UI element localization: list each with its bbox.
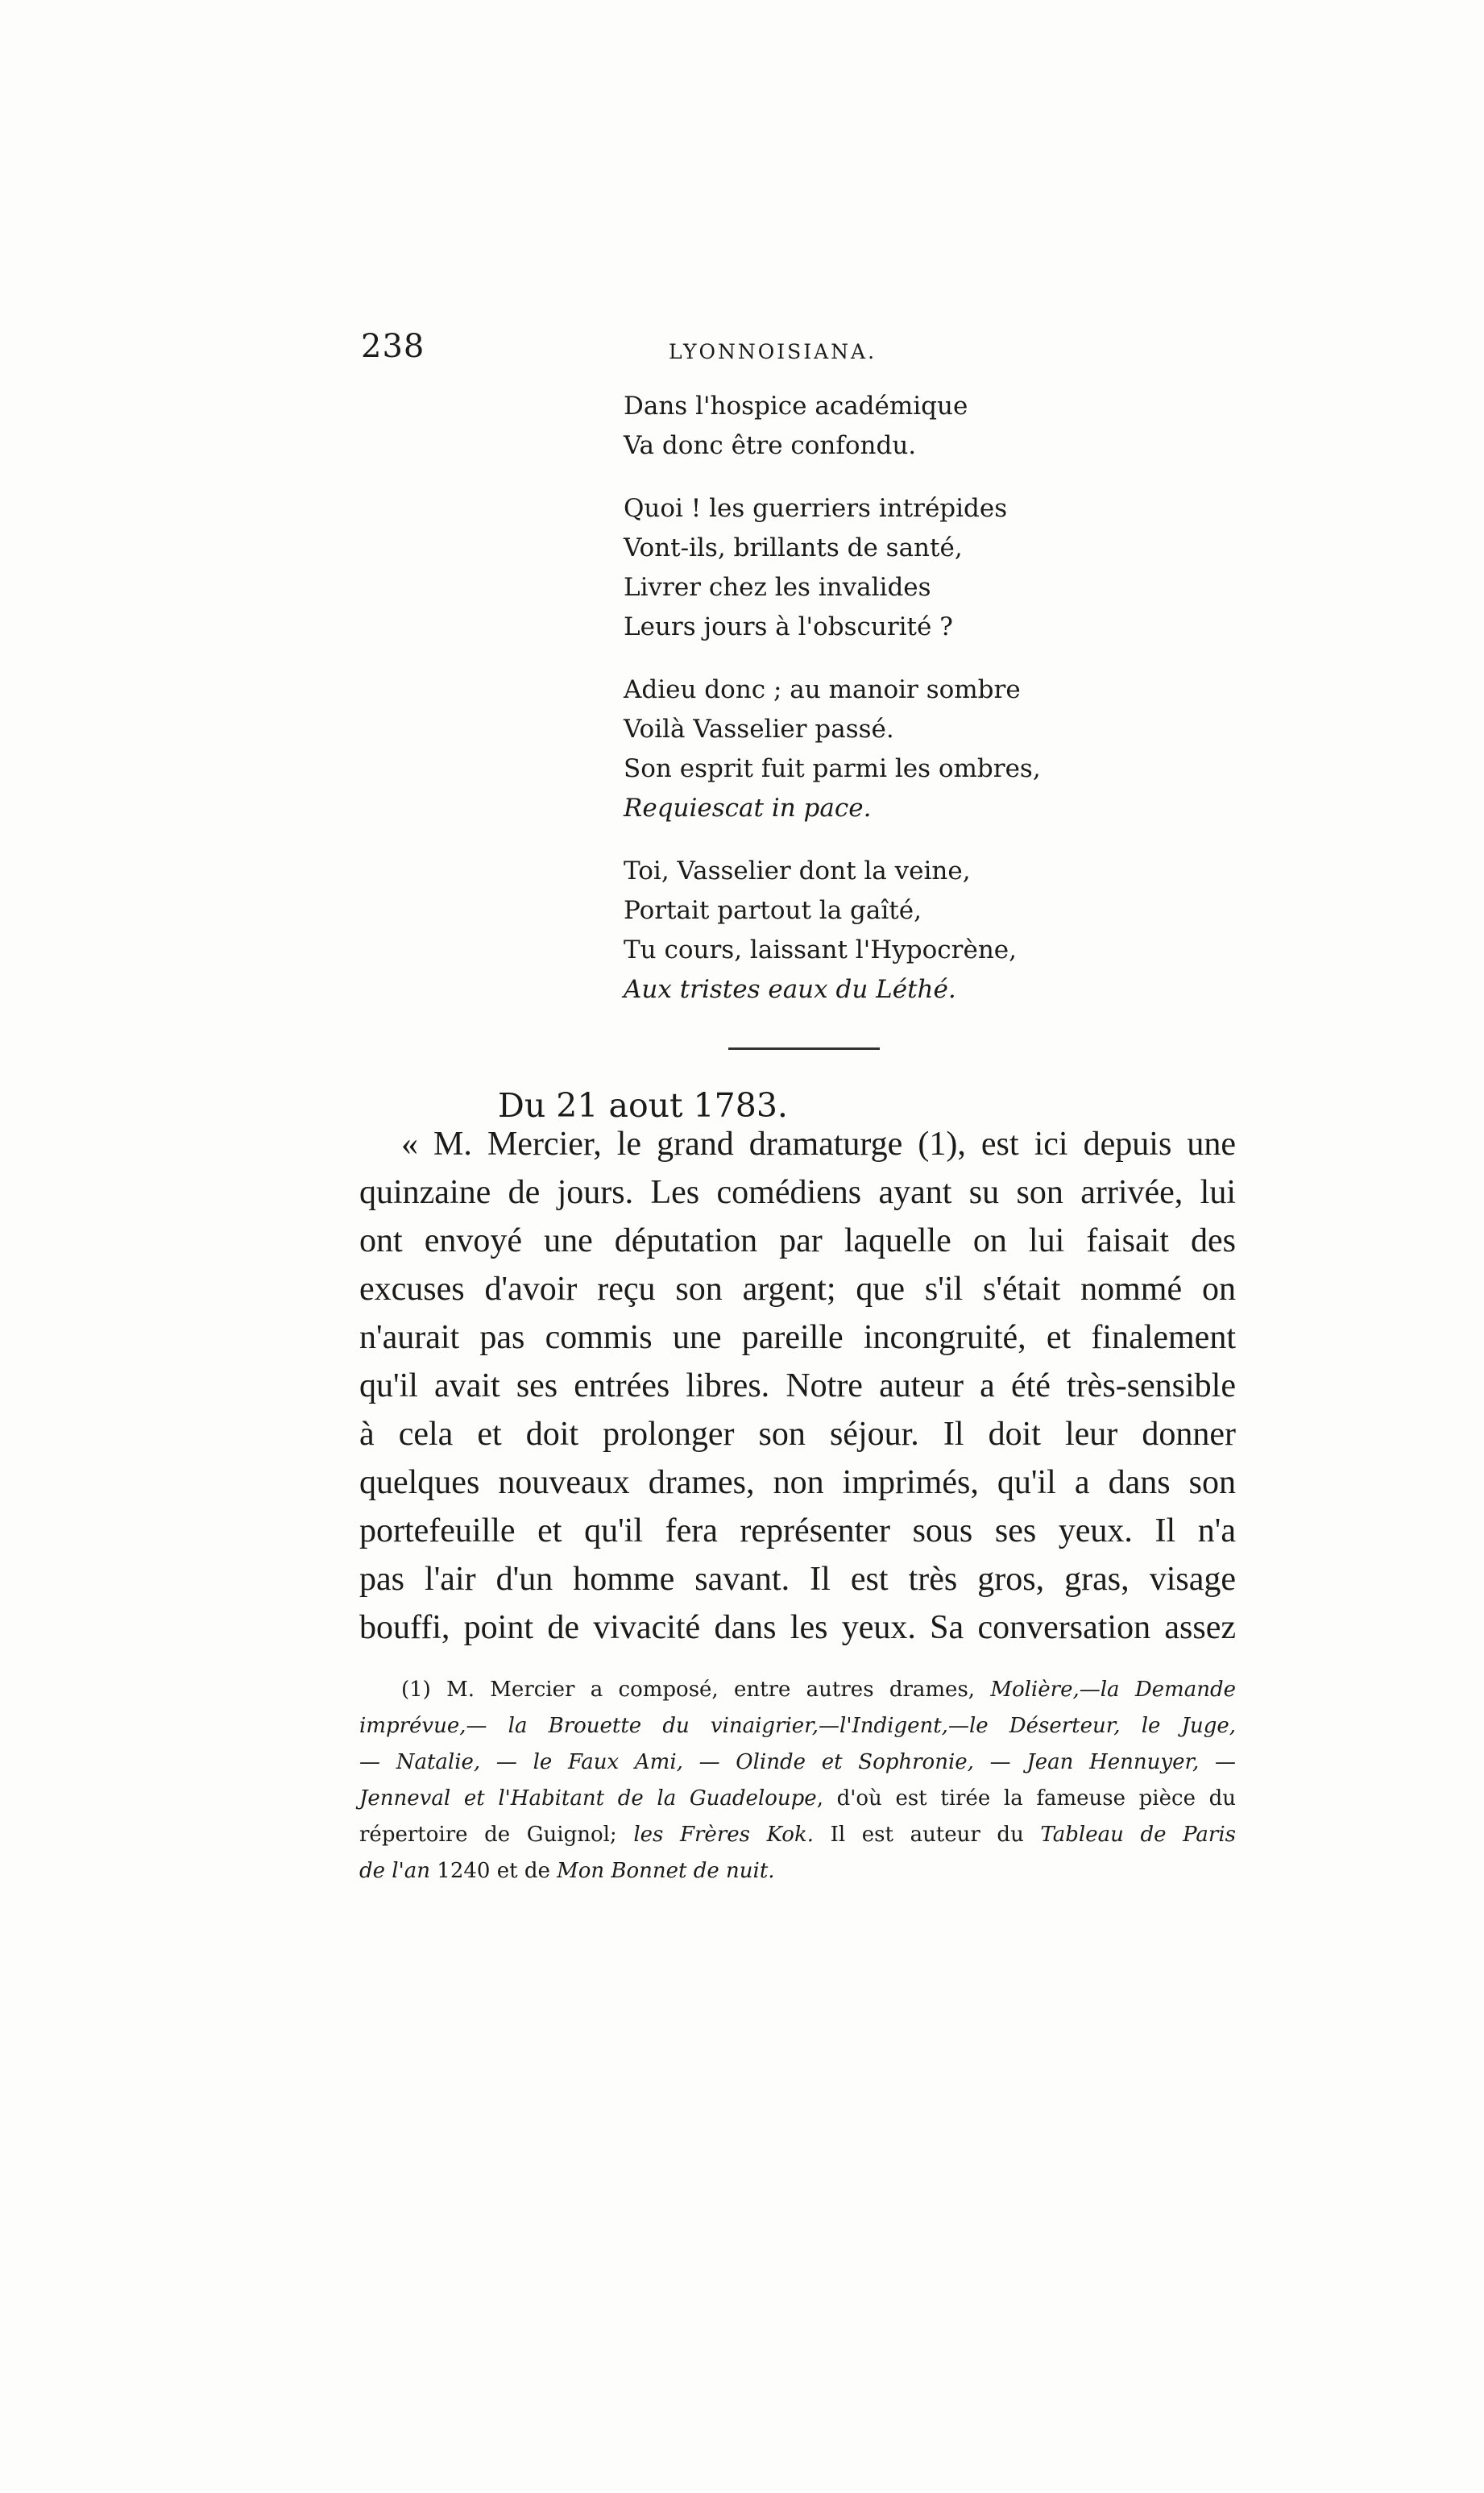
body-line: « M. Mercier, le grand dramaturge (1), est ici depuis une — [401, 1126, 1236, 1163]
verse-line: Vont-ils, brillants de santé, — [624, 533, 963, 562]
entry-body — [359, 1120, 1236, 1652]
footnote-line — [359, 1853, 1236, 1889]
verse-line: Quoi ! les guerriers intrépides — [624, 494, 1008, 523]
footnote-text: (1) M. Mercier a composé, entre autres drames, — [401, 1678, 991, 1702]
footnote-line — [359, 1672, 1236, 1708]
poem-stanza — [624, 489, 1268, 647]
running-title: LYONNOISIANA. — [669, 340, 877, 363]
body-line: n'aurait pas commis une pareille incongruité, et finalement — [359, 1319, 1236, 1356]
poem-stanza — [624, 387, 1268, 466]
verse-line: Voilà Vasselier passé. — [624, 715, 894, 744]
verse-line: Toi, Vasselier dont la veine, — [624, 857, 971, 886]
footnote-line — [359, 1744, 1236, 1781]
footnote-line — [359, 1817, 1236, 1853]
body-line: à cela et doit prolonger son séjour. Il doit leur donner — [359, 1416, 1236, 1453]
footnote-title: Mon Bonnet de nuit. — [557, 1859, 775, 1883]
footnote-text: , d'où est tirée la fameuse pièce du — [816, 1786, 1237, 1811]
body-line: quinzaine de jours. Les comédiens ayant su son arrivée, lui — [359, 1174, 1236, 1211]
poem-stanza — [624, 670, 1268, 828]
footnote-title: Molière,—la Demande — [990, 1678, 1236, 1702]
footnote — [359, 1672, 1236, 1889]
body-line: portefeuille et qu'il fera représenter sous ses yeux. Il n'a — [359, 1512, 1236, 1549]
page-number: 238 — [361, 328, 425, 365]
verse-line: Requiescat in pace. — [624, 794, 872, 823]
footnote-title: de l'an — [359, 1859, 431, 1883]
footnote-title: — Natalie, — le Faux Ami, — Olinde et Sophronie, — Jean Hennuyer, — — [359, 1750, 1236, 1774]
entry-date-heading: Du 21 aout 1783. — [498, 1086, 788, 1125]
verse-line: Leurs jours à l'obscurité ? — [624, 612, 953, 641]
footnote-text: répertoire de Guignol; — [359, 1823, 634, 1847]
body-line: ont envoyé une députation par laquelle on lui faisait des — [359, 1222, 1236, 1259]
body-line: qu'il avait ses entrées libres. Notre auteur a été très-sensible — [359, 1367, 1236, 1404]
footnote-line — [359, 1781, 1236, 1817]
body-line: pas l'air d'un homme savant. Il est très gros, gras, visage — [359, 1561, 1236, 1598]
verse-line: Livrer chez les invalides — [624, 573, 931, 602]
footnote-text: Il est auteur du — [813, 1823, 1041, 1847]
verse-line: Adieu donc ; au manoir sombre — [624, 675, 1021, 704]
verse-line: Portait partout la gaîté, — [624, 896, 922, 925]
verse-line: Va donc être confondu. — [624, 431, 917, 460]
footnote-title: Jenneval et l'Habitant de la Guadeloupe — [359, 1786, 817, 1811]
body-line: excuses d'avoir reçu son argent; que s'il s'était nommé on — [359, 1271, 1236, 1308]
verse-line: Aux tristes eaux du Léthé. — [624, 975, 956, 1004]
body-line: quelques nouveaux drames, non imprimés, qu'il a dans son — [359, 1464, 1236, 1501]
verse-line: Tu cours, laissant l'Hypocrène, — [624, 935, 1017, 964]
footnote-line — [359, 1708, 1236, 1744]
poem-stanza — [624, 852, 1268, 1010]
body-line: bouffi, point de vivacité dans les yeux. Sa conversation assez — [359, 1609, 1236, 1646]
footnote-title: les Frères Kok. — [633, 1823, 814, 1847]
footnote-title: imprévue,— la Brouette du vinaigrier,—l'Indigent,—le Déserteur, le Juge, — [359, 1714, 1236, 1738]
footnote-title: Tableau de Paris — [1040, 1823, 1236, 1847]
section-separator — [728, 1047, 880, 1050]
verse-line: Son esprit fuit parmi les ombres, — [624, 754, 1041, 783]
footnote-text: 1240 et de — [430, 1859, 558, 1883]
verse-line: Dans l'hospice académique — [624, 392, 968, 421]
poem — [624, 387, 1268, 1033]
